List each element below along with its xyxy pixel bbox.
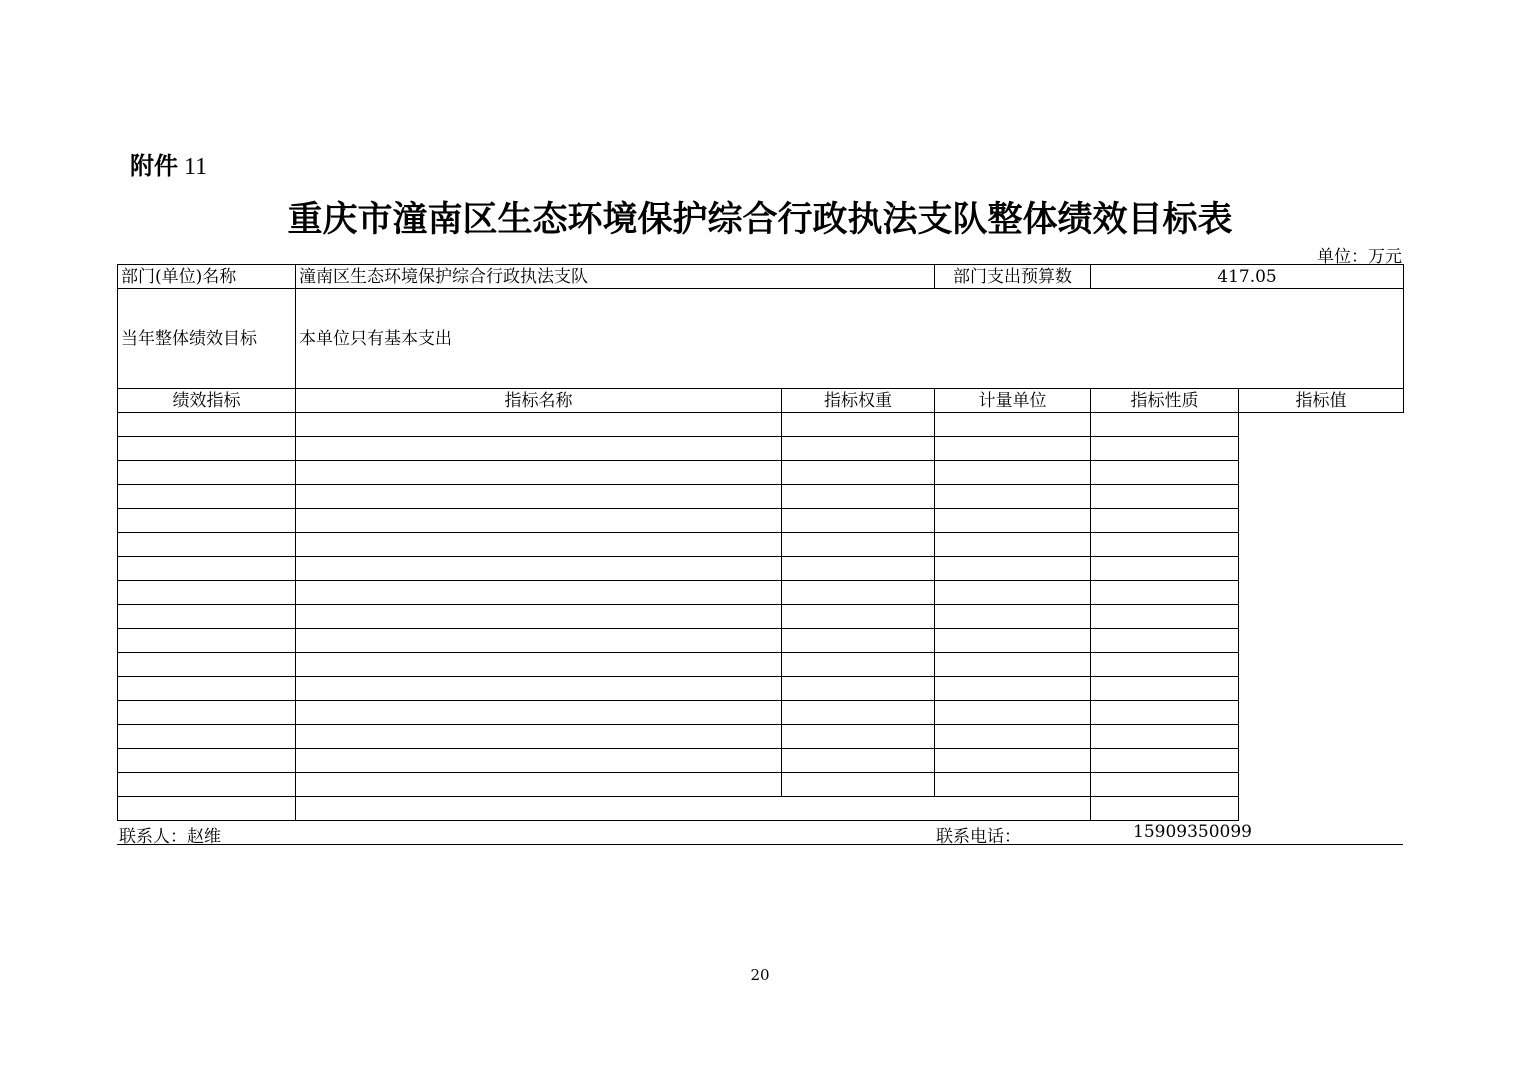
table-cell (935, 605, 1091, 629)
table-row (118, 461, 1404, 485)
footer (117, 820, 1403, 845)
table-cell (296, 461, 782, 485)
table-cell (935, 533, 1091, 557)
table-cell (1091, 605, 1239, 629)
table-cell (1091, 629, 1239, 653)
indicator-last-row (118, 797, 1404, 821)
table-row (118, 749, 1404, 773)
table-cell (935, 653, 1091, 677)
table-row (118, 773, 1404, 797)
table-row (118, 653, 1404, 677)
table-cell (935, 773, 1091, 797)
phone-label: 联系电话： (936, 827, 1021, 847)
table-cell (1091, 725, 1239, 749)
dept-row (118, 265, 1404, 289)
indicator-header-row (118, 389, 1404, 413)
table-cell (118, 485, 296, 509)
attachment-number: 11 (184, 154, 208, 180)
unit-label: 单位：万元 (1317, 247, 1402, 267)
header-weight: 指标权重 (782, 389, 935, 413)
table-cell (782, 605, 935, 629)
table-cell (118, 533, 296, 557)
dept-value: 潼南区生态环境保护综合行政执法支队 (296, 265, 935, 289)
table-cell (118, 629, 296, 653)
table-cell (296, 605, 782, 629)
table-cell (296, 437, 782, 461)
table-row (118, 485, 1404, 509)
table-row (118, 677, 1404, 701)
goal-row (118, 289, 1404, 389)
header-unit: 计量单位 (935, 389, 1091, 413)
table-cell (296, 533, 782, 557)
table-cell (296, 413, 782, 437)
table-cell (1091, 773, 1239, 797)
table-row (118, 581, 1404, 605)
header-value: 指标值 (1239, 389, 1404, 413)
page-number: 20 (750, 966, 770, 984)
table-cell (1091, 509, 1239, 533)
table-cell (1091, 437, 1239, 461)
table-row (118, 557, 1404, 581)
table-cell (782, 653, 935, 677)
table-cell (935, 461, 1091, 485)
table-cell (782, 773, 935, 797)
table-row (118, 413, 1404, 437)
table-cell (782, 509, 935, 533)
table-cell (118, 773, 296, 797)
table-cell (296, 485, 782, 509)
table-cell (782, 413, 935, 437)
table-cell (935, 629, 1091, 653)
table-cell (118, 605, 296, 629)
table-cell (782, 557, 935, 581)
table-cell (296, 677, 782, 701)
table-cell (1091, 461, 1239, 485)
header-name: 指标名称 (296, 389, 782, 413)
table-cell (296, 509, 782, 533)
table-cell (782, 581, 935, 605)
table-cell (1091, 677, 1239, 701)
table-cell (782, 677, 935, 701)
performance-table (117, 264, 1404, 821)
table-cell (296, 701, 782, 725)
table-cell (935, 509, 1091, 533)
table-cell (935, 581, 1091, 605)
table-cell (296, 797, 1091, 821)
table-cell (1091, 581, 1239, 605)
table-cell (782, 629, 935, 653)
table-cell (1091, 701, 1239, 725)
budget-value: 417.05 (1091, 265, 1404, 289)
table-row (118, 605, 1404, 629)
table-cell (118, 725, 296, 749)
table-cell (118, 557, 296, 581)
phone-value: 15909350099 (1133, 822, 1252, 842)
table-cell (1091, 557, 1239, 581)
attachment-text: 附件 (130, 152, 178, 180)
table-cell (118, 797, 296, 821)
table-cell (296, 653, 782, 677)
table-cell (118, 677, 296, 701)
table-cell (935, 677, 1091, 701)
table-cell (118, 461, 296, 485)
table-cell (935, 749, 1091, 773)
table-cell (935, 701, 1091, 725)
table-row (118, 629, 1404, 653)
table-cell (296, 581, 782, 605)
table-row (118, 533, 1404, 557)
table-row (118, 437, 1404, 461)
table-cell (296, 629, 782, 653)
table-cell (296, 773, 782, 797)
table-cell (118, 509, 296, 533)
table-cell (1091, 485, 1239, 509)
table-cell (782, 533, 935, 557)
table-row (118, 725, 1404, 749)
table-cell (1091, 797, 1239, 821)
table-cell (118, 413, 296, 437)
contact-person: 联系人：赵维 (119, 827, 221, 847)
table-cell (782, 749, 935, 773)
table-cell (782, 485, 935, 509)
dept-label: 部门(单位)名称 (118, 265, 296, 289)
table-cell (1091, 653, 1239, 677)
table-cell (935, 725, 1091, 749)
page-title: 重庆市潼南区生态环境保护综合行政执法支队整体绩效目标表 (287, 199, 1233, 240)
table-row (118, 701, 1404, 725)
table-cell (1091, 533, 1239, 557)
table-cell (1091, 749, 1239, 773)
table-cell (935, 557, 1091, 581)
table-cell (782, 461, 935, 485)
table-cell (1091, 413, 1239, 437)
goal-value: 本单位只有基本支出 (296, 289, 1404, 389)
table-cell (782, 437, 935, 461)
table-cell (782, 725, 935, 749)
table-cell (296, 725, 782, 749)
goal-label: 当年整体绩效目标 (118, 289, 296, 389)
header-nature: 指标性质 (1091, 389, 1239, 413)
table-cell (118, 653, 296, 677)
attachment-label (130, 146, 207, 181)
table-row (118, 509, 1404, 533)
indicator-label: 绩效指标 (118, 389, 296, 413)
table-cell (935, 413, 1091, 437)
table-cell (782, 701, 935, 725)
table-cell (118, 581, 296, 605)
table-cell (296, 749, 782, 773)
table-cell (118, 701, 296, 725)
table-cell (935, 437, 1091, 461)
table-cell (296, 557, 782, 581)
table-cell (118, 749, 296, 773)
table-cell (118, 437, 296, 461)
table-cell (935, 485, 1091, 509)
budget-label: 部门支出预算数 (935, 265, 1091, 289)
